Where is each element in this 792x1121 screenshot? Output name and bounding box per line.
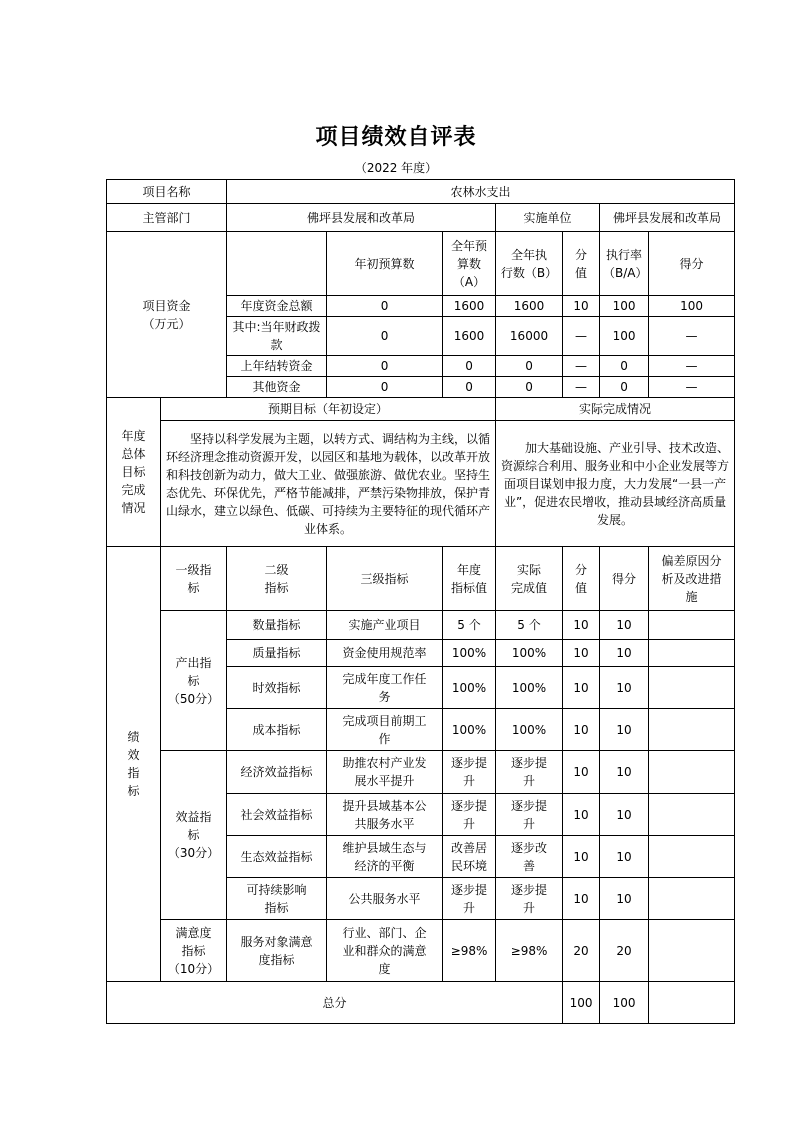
fund-row-points: — — [649, 377, 735, 398]
benefit-group-a: 效益指 — [175, 810, 212, 824]
deviation-cell — [649, 878, 735, 920]
goals-header-row — [107, 398, 735, 421]
actual-cell — [496, 878, 563, 920]
indicators-side-char: 绩 — [127, 730, 140, 744]
score-cell: 10 — [563, 640, 600, 667]
points-cell: 10 — [600, 667, 649, 709]
level3-text: 经济的平衡 — [354, 858, 415, 873]
deviation-cell — [649, 920, 735, 982]
header-target-b: 指标值 — [451, 580, 488, 595]
indicators-side-label — [107, 547, 161, 982]
score-cell: 10 — [563, 709, 600, 751]
total-label: 总分 — [107, 982, 563, 1024]
satisfaction-group-b: 指标 — [181, 943, 206, 958]
fund-row-label: 其他资金 — [227, 377, 327, 398]
target-text: 100% — [451, 722, 487, 737]
benefit-group-c: （30分） — [167, 846, 220, 860]
level2-text: 度指标 — [258, 952, 295, 967]
header-rate-2: （B/A） — [603, 265, 648, 280]
target-cell — [443, 920, 496, 982]
target-cell — [443, 611, 496, 640]
header-target-a: 年度 — [457, 562, 482, 577]
dept-label: 主管部门 — [107, 204, 227, 232]
deviation-cell — [649, 836, 735, 878]
score-cell: 10 — [563, 794, 600, 836]
fund-row-rate: 100 — [600, 317, 649, 356]
level3-text: 实施产业项目 — [348, 618, 421, 632]
target-cell — [443, 640, 496, 667]
points-cell: 10 — [600, 709, 649, 751]
header-ind-score-b: 值 — [575, 580, 588, 595]
level2-cell — [227, 667, 327, 709]
actual-cell — [496, 751, 563, 794]
total-deviation — [649, 982, 735, 1024]
level2-text: 成本指标 — [252, 722, 301, 737]
header-rate-1: 执行率 — [606, 247, 643, 262]
level2-text: 质量指标 — [252, 646, 301, 660]
level3-text: 业和群众的满意 — [342, 943, 427, 958]
deviation-cell — [649, 667, 735, 709]
goals-side-char: 目标 — [121, 465, 146, 479]
actual-text: 100% — [511, 646, 547, 660]
level3-text: 维护县域生态与 — [342, 840, 427, 855]
target-cell — [443, 836, 496, 878]
target-cell — [443, 878, 496, 920]
project-name-label: 项目名称 — [107, 180, 227, 204]
score-cell: 10 — [563, 667, 600, 709]
goals-side-label — [107, 398, 161, 547]
actual-text: 逐步提 — [511, 798, 548, 813]
target-text: 100% — [451, 680, 487, 695]
fund-row-score: — — [563, 317, 600, 356]
level3-text: 资金使用规范率 — [342, 646, 427, 660]
target-text: 逐步提 — [451, 882, 488, 897]
deviation-cell — [649, 751, 735, 794]
points-cell: 20 — [600, 920, 649, 982]
actual-text: 升 — [523, 816, 536, 831]
fund-row-annual: 1600 — [443, 296, 496, 317]
score-cell: 10 — [563, 836, 600, 878]
output-group-a: 产出指 — [175, 655, 212, 670]
level2-cell — [227, 640, 327, 667]
fund-row-exec: 0 — [496, 356, 563, 377]
header-level1 — [161, 547, 227, 611]
level3-text: 提升县域基本公 — [342, 798, 427, 813]
indicators-header-row — [107, 547, 735, 611]
actual-cell — [496, 794, 563, 836]
header-level3: 三级指标 — [327, 547, 443, 611]
level2-text: 社会效益指标 — [240, 807, 313, 822]
actual-text: 100% — [511, 680, 547, 695]
header-deviation — [649, 547, 735, 611]
points-cell: 10 — [600, 611, 649, 640]
fund-row-label: 其中:当年财政拨款 — [227, 317, 327, 356]
actual-text: 升 — [523, 900, 536, 915]
level2-cell — [227, 920, 327, 982]
page-title: 项目绩效自评表 — [315, 124, 477, 150]
actual-text: 100% — [511, 722, 547, 737]
actual-text: 逐步改 — [511, 840, 548, 855]
header-ind-points: 得分 — [600, 547, 649, 611]
level2-cell — [227, 878, 327, 920]
fund-row-exec: 0 — [496, 377, 563, 398]
header-level1-b: 标 — [187, 580, 200, 595]
header-deviation-b: 析及改进措 — [661, 571, 722, 586]
header-exec — [496, 232, 563, 296]
year-subtitle: （2022 年度） — [354, 161, 438, 175]
header-actual — [496, 547, 563, 611]
indicator-row — [107, 751, 735, 794]
total-row — [107, 982, 735, 1024]
satisfaction-group-c: （10分） — [167, 961, 220, 976]
header-level2-a: 二级 — [264, 562, 289, 577]
level3-text: 度 — [378, 961, 391, 976]
header-ind-score-a: 分 — [575, 562, 588, 577]
header-actual-a: 实际 — [517, 562, 542, 577]
target-text: 升 — [463, 900, 476, 915]
header-annual-3: （A） — [452, 274, 486, 289]
header-exec-1: 全年执 — [511, 247, 548, 262]
goals-side-char: 年度 — [121, 429, 146, 443]
level2-cell — [227, 709, 327, 751]
deviation-cell — [649, 794, 735, 836]
project-name-row — [107, 180, 735, 204]
level3-cell — [327, 920, 443, 982]
level3-cell — [327, 751, 443, 794]
level2-text: 经济效益指标 — [240, 765, 313, 779]
level2-cell — [227, 611, 327, 640]
funds-label — [107, 232, 227, 398]
project-name-value: 农林水支出 — [227, 180, 735, 204]
target-text: 5 个 — [457, 618, 481, 632]
header-annual-1: 全年预 — [451, 238, 488, 253]
header-deviation-a: 偏差原因分 — [661, 553, 722, 568]
level2-text: 数量指标 — [252, 618, 301, 632]
actual-text: 5 个 — [517, 618, 541, 632]
satisfaction-group-a: 满意度 — [175, 925, 212, 940]
score-cell: 10 — [563, 878, 600, 920]
level2-text: 时效指标 — [252, 680, 301, 695]
target-text: 逐步提 — [451, 798, 488, 813]
goals-side-char: 情况 — [121, 501, 146, 515]
satisfaction-group-label — [161, 920, 227, 982]
indicators-side-char: 标 — [127, 784, 140, 798]
actual-text: 善 — [523, 858, 536, 873]
fund-row-rate: 0 — [600, 377, 649, 398]
target-text: 升 — [463, 816, 476, 831]
actual-cell — [496, 667, 563, 709]
target-cell — [443, 794, 496, 836]
fund-row-initial: 0 — [327, 356, 443, 377]
fund-row-label: 上年结转资金 — [227, 356, 327, 377]
level2-cell — [227, 794, 327, 836]
funds-label-line2: （万元） — [142, 316, 191, 331]
fund-row-initial: 0 — [327, 296, 443, 317]
fund-row-exec: 16000 — [496, 317, 563, 356]
level2-text: 服务对象满意 — [240, 934, 313, 949]
level2-text: 可持续影响 — [246, 882, 307, 897]
header-rate — [600, 232, 649, 296]
target-cell — [443, 751, 496, 794]
header-score-2: 值 — [575, 265, 588, 280]
fund-row-annual: 1600 — [443, 317, 496, 356]
level3-text: 作 — [378, 731, 391, 746]
actual-text: ≥98% — [510, 943, 548, 958]
level3-text: 共服务水平 — [354, 816, 415, 831]
indicator-row — [107, 920, 735, 982]
fund-row-annual: 0 — [443, 356, 496, 377]
fund-row-rate: 0 — [600, 356, 649, 377]
target-text: ≥98% — [450, 943, 488, 958]
deviation-cell — [649, 640, 735, 667]
department-row — [107, 204, 735, 232]
fund-row-label: 年度资金总额 — [227, 296, 327, 317]
funds-header-row — [107, 232, 735, 296]
header-points: 得分 — [649, 232, 735, 296]
fund-row-points: 100 — [649, 296, 735, 317]
level3-cell — [327, 611, 443, 640]
expected-goal-text: 坚持以科学发展为主题，以转方式、调结构为主线，以循环经济理念推动资源开发，以园区和基地为载体，以改革开放和科技创新为动力，做大工业、做强旅游、做优农业。坚持生态优先、环保优先，严格节能减排，严禁污染物排放，保护青山绿水，建立以绿色、低碳、可持续为主要特征的现代循环产业体系。 — [161, 421, 496, 547]
indicator-row — [107, 611, 735, 640]
indicators-side-char: 效 — [127, 748, 140, 762]
target-cell — [443, 709, 496, 751]
points-cell: 10 — [600, 640, 649, 667]
level3-text: 务 — [378, 689, 391, 704]
actual-result-text: 加大基础设施、产业引导、技术改造、资源综合利用、服务业和中小企业发展等方面项目谋划申报力度，大力发展“一县一产业”，促进农民增收，推动县域经济高质量发展。 — [496, 421, 735, 547]
points-cell: 10 — [600, 751, 649, 794]
fund-row-points: — — [649, 317, 735, 356]
points-cell: 10 — [600, 794, 649, 836]
level3-text: 完成年度工作任 — [342, 671, 427, 686]
score-cell: 20 — [563, 920, 600, 982]
fund-row-score: — — [563, 356, 600, 377]
level2-cell — [227, 836, 327, 878]
level3-cell — [327, 709, 443, 751]
fund-row-initial: 0 — [327, 377, 443, 398]
actual-cell — [496, 640, 563, 667]
header-initial: 年初预算数 — [327, 232, 443, 296]
header-score — [563, 232, 600, 296]
header-exec-2: 行数（B） — [500, 265, 558, 280]
deviation-cell — [649, 709, 735, 751]
target-text: 逐步提 — [451, 756, 488, 770]
header-annual — [443, 232, 496, 296]
level3-text: 行业、部门、企 — [342, 925, 427, 940]
target-cell — [443, 667, 496, 709]
header-target — [443, 547, 496, 611]
level3-cell — [327, 667, 443, 709]
goals-content-row — [107, 421, 735, 547]
output-group-c: （50分） — [167, 691, 220, 706]
dept-value: 佛坪县发展和改革局 — [227, 204, 496, 232]
fund-row-points: — — [649, 356, 735, 377]
header-ind-score — [563, 547, 600, 611]
target-text: 升 — [463, 774, 476, 788]
deviation-cell — [649, 611, 735, 640]
score-cell: 10 — [563, 611, 600, 640]
fund-row-initial: 0 — [327, 317, 443, 356]
indicators-side-char: 指 — [127, 766, 140, 780]
benefit-group-label — [161, 751, 227, 920]
output-group-b: 标 — [187, 673, 200, 688]
level3-text: 完成项目前期工 — [342, 713, 427, 728]
fund-row-exec: 1600 — [496, 296, 563, 317]
header-deviation-c: 施 — [685, 589, 698, 604]
fund-row-rate: 100 — [600, 296, 649, 317]
actual-text: 逐步提 — [511, 882, 548, 897]
target-text: 改善居 — [451, 840, 488, 855]
level3-cell — [327, 794, 443, 836]
actual-cell — [496, 836, 563, 878]
actual-text: 升 — [523, 774, 536, 788]
actual-text: 逐步提 — [511, 756, 548, 770]
goals-side-char: 完成 — [121, 483, 146, 497]
funds-header-blank — [227, 232, 327, 296]
actual-cell — [496, 920, 563, 982]
level3-text: 助推农村产业发 — [342, 756, 427, 770]
goals-side-char: 总体 — [121, 447, 146, 461]
actual-cell — [496, 611, 563, 640]
level3-text: 展水平提升 — [354, 774, 415, 788]
level2-text: 指标 — [264, 900, 289, 915]
points-cell: 10 — [600, 878, 649, 920]
points-cell: 10 — [600, 836, 649, 878]
benefit-group-b: 标 — [187, 828, 200, 842]
target-text: 100% — [451, 646, 487, 660]
fund-row-annual: 0 — [443, 377, 496, 398]
level2-cell — [227, 751, 327, 794]
level3-cell — [327, 640, 443, 667]
score-cell: 10 — [563, 751, 600, 794]
header-annual-2: 算数 — [457, 256, 482, 271]
level2-text: 生态效益指标 — [240, 849, 313, 864]
level3-text: 公共服务水平 — [348, 891, 421, 906]
level3-cell — [327, 836, 443, 878]
output-group-label — [161, 611, 227, 751]
impl-label: 实施单位 — [496, 204, 600, 232]
actual-cell — [496, 709, 563, 751]
self-evaluation-table — [106, 179, 735, 1024]
fund-row-score: 10 — [563, 296, 600, 317]
level3-cell — [327, 878, 443, 920]
target-text: 民环境 — [451, 858, 488, 873]
expected-goal-label: 预期目标（年初设定） — [161, 398, 496, 421]
impl-value: 佛坪县发展和改革局 — [600, 204, 735, 232]
header-level2-b: 指标 — [264, 580, 289, 595]
header-actual-b: 完成值 — [511, 580, 548, 595]
header-level1-a: 一级指 — [175, 562, 212, 577]
header-level2 — [227, 547, 327, 611]
header-score-1: 分 — [575, 247, 588, 262]
total-points: 100 — [600, 982, 649, 1024]
actual-result-label: 实际完成情况 — [496, 398, 735, 421]
total-score: 100 — [563, 982, 600, 1024]
funds-label-line1: 项目资金 — [142, 298, 191, 313]
fund-row-score: — — [563, 377, 600, 398]
